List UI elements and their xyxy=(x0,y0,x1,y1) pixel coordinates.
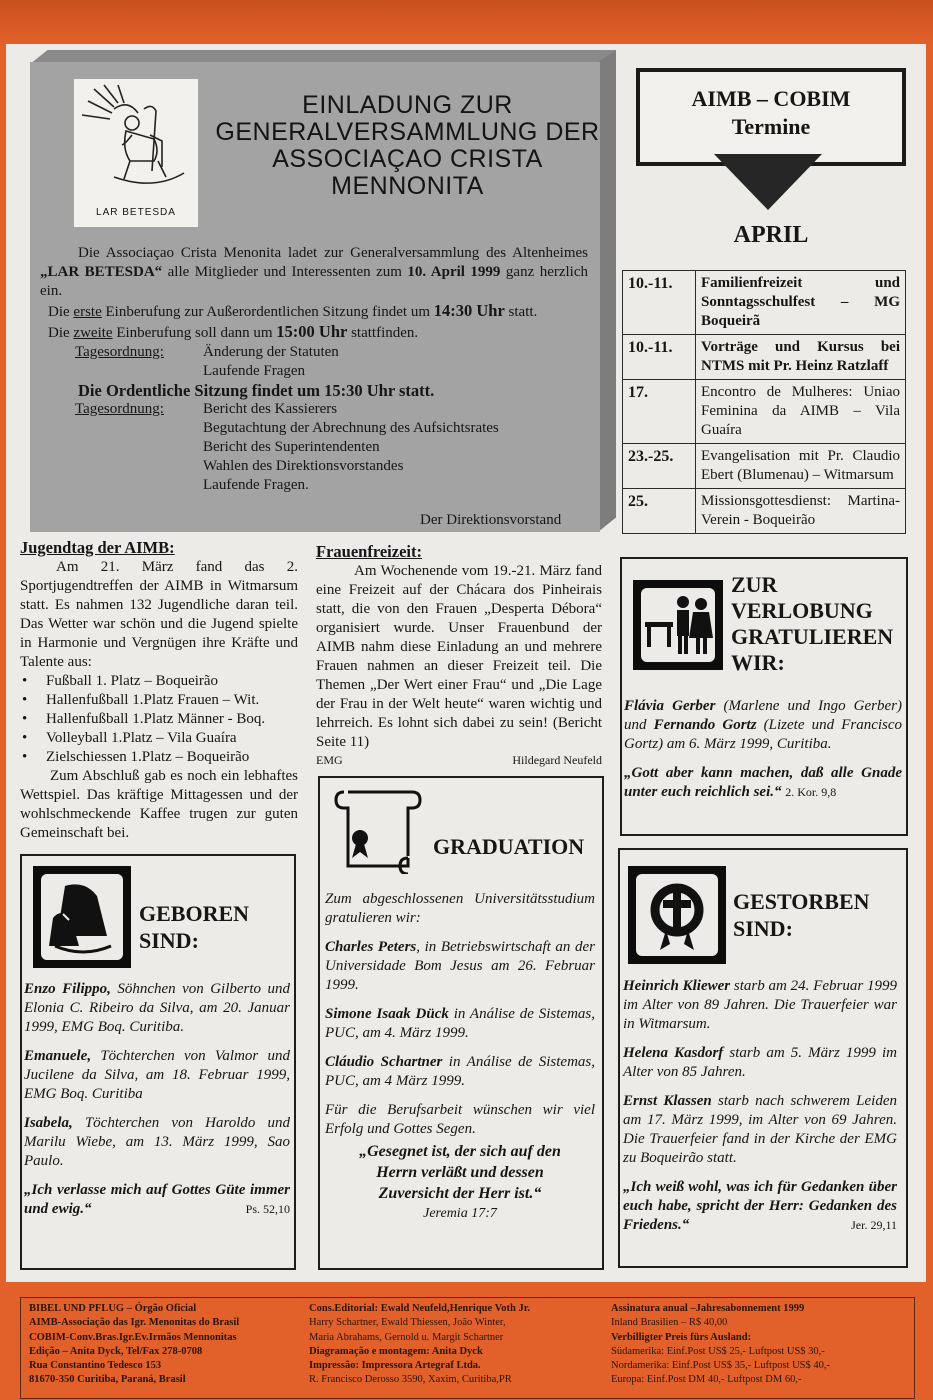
termine-title-line: AIMB – COBIM xyxy=(691,86,851,111)
death-entry xyxy=(623,1092,897,1168)
person-name: Heinrich Kliewer xyxy=(623,978,731,994)
births-text xyxy=(24,980,290,1219)
page-top-edge xyxy=(0,0,933,44)
table-row xyxy=(623,489,906,534)
wreath-cross-icon-graphic xyxy=(630,868,724,962)
births-title xyxy=(139,900,289,954)
graduation-intro: Zum abgeschlossenen Universitätsstudium gratulieren wir: xyxy=(325,891,595,926)
event-date: 25. xyxy=(623,489,696,534)
imprint-line: AIMB-Associação das Igr. Menonitas do Brasil xyxy=(29,1317,240,1329)
table-row xyxy=(623,380,906,444)
deaths-title xyxy=(733,888,901,942)
list-item: • Hallenfußball 1.Platz Frauen – Wit. xyxy=(46,691,298,710)
text: Söhnchen von Gilberto und Elonia C. Ribeiro da Silva, am 20. Januar 1999, EMG Boq. Curitiba. xyxy=(24,981,290,1035)
couple-icon xyxy=(633,580,723,670)
agenda-label: Tagesordnung: xyxy=(75,401,164,417)
article-paragraph: Am Wochenende vom 19.-21. März fand eine Freizeit auf der Chácara dos Pinheirais statt, die von den Frauen „Desperta Débora“ organisiert wurde. Unser Frauenbund der AIMB nahm diese Einladung an und mehrere Frauen nahmen an dieser Freizeit teil. Die Themen „Der Wert einer Frau“ und „Die Lage der Frau in der Welt heute“ waren wichtig und lehrreich. Es lohnt sich dabei zu sein! (Bericht Seite 11) xyxy=(316,563,602,750)
birth-entry xyxy=(24,980,290,1037)
text: in Análise de Sistemas, PUC, am 4. März 1999. xyxy=(325,1006,595,1041)
imprint-line: Rua Constantino Tedesco 153 xyxy=(29,1360,162,1372)
list-item: • Zielschiessen 1.Platz – Boqueirão xyxy=(46,748,298,767)
termine-table xyxy=(622,270,906,534)
signature-right: Hildegard Neufeld xyxy=(512,753,602,767)
imprint-line: Inland Brasilien – R$ 40,00 xyxy=(611,1317,728,1329)
frauenfreizeit-article xyxy=(316,542,602,768)
verse: „Ich verlasse mich auf Gottes Güte immer und ewig.“ xyxy=(24,1182,290,1217)
deaths-text xyxy=(623,977,897,1235)
engagement-entry xyxy=(624,697,902,754)
text: zweite xyxy=(73,325,113,341)
person-name: Enzo Filippo, xyxy=(24,981,111,997)
graduation-title: GRADUATION xyxy=(433,834,585,859)
list-item: • Fußball 1. Platz – Boqueirão xyxy=(46,672,298,691)
verse-reference: Ps. 52,10 xyxy=(245,1202,290,1216)
graduation-text xyxy=(325,890,595,1223)
invitation-paragraph-3 xyxy=(40,322,588,343)
results-list xyxy=(20,672,298,767)
table-row xyxy=(623,335,906,380)
births-verse xyxy=(24,1181,290,1219)
agenda-2 xyxy=(40,400,588,495)
agenda-items xyxy=(203,343,339,381)
death-entry xyxy=(623,977,897,1034)
article-body xyxy=(316,562,602,752)
text: starb am 24. Februar 1999 im Alter von 89 Jahren. Die Trauerfeier war in Witmarsum. xyxy=(623,978,898,1032)
event-text: Familienfreizeit und Sonntagsschulfest – MG Boqueirã xyxy=(696,271,906,335)
title-line: WIR: xyxy=(731,650,785,675)
invitation-signature: Der Direktionsvorstand xyxy=(420,512,562,528)
deaths-verse xyxy=(623,1178,897,1235)
imprint-line: Harry Schartner, Ewald Thiessen, João Winter, xyxy=(309,1317,506,1329)
imprint-line: COBIM-Conv.Bras.Igr.Ev.Irmãos Mennonitas xyxy=(29,1331,237,1343)
list-item: • Volleyball 1.Platz – Vila Guaíra xyxy=(46,729,298,748)
graduation-entry xyxy=(325,938,595,995)
imprint-line: 81670-350 Curitiba, Paraná, Brasil xyxy=(29,1374,186,1386)
birth-entry xyxy=(24,1047,290,1104)
lar-betesda-logo xyxy=(74,79,198,227)
imprint-footer xyxy=(20,1297,915,1399)
text: , in Betriebswirtschaft an der Universidade Bom Jesus am 26. Februar 1999. xyxy=(325,939,595,993)
termine-title-line: Termine xyxy=(731,114,811,139)
text: Töchterchen von Valmor und Jucilene da Silva, am 18. Februar 1999, EMG Boq. Curitiba xyxy=(24,1048,290,1102)
signature-left: EMG xyxy=(316,753,343,767)
table-row xyxy=(623,444,906,489)
imprint-line: BIBEL UND PFLUG – Órgão Oficial xyxy=(29,1303,197,1314)
person-name: Helena Kasdorf xyxy=(623,1045,724,1061)
text: Die xyxy=(48,304,74,320)
imprint-line: Diagramação e montagem: Anita Dyck xyxy=(309,1345,483,1357)
agenda-item: Laufende Fragen. xyxy=(203,477,309,493)
graduation-entry xyxy=(325,1005,595,1043)
diploma-scroll-icon xyxy=(330,782,422,874)
person-name: Cláudio Schartner xyxy=(325,1054,443,1070)
person-name: Charles Peters xyxy=(325,939,417,955)
imprint-column-subscription xyxy=(611,1302,911,1388)
event-text: Missionsgottesdienst: Martina-Verein - Boqueirão xyxy=(696,489,906,534)
cradle-icon xyxy=(33,866,131,968)
jugendtag-article xyxy=(20,538,298,843)
text: in Análise de Sistemas, PUC, am 4 März 1999. xyxy=(325,1054,596,1089)
title-line: GESTORBEN xyxy=(733,889,870,914)
agenda-1 xyxy=(40,343,588,381)
text: Töchterchen von Haroldo und Marilu Wiebe, am 13. März 1999, Sao Paulo. xyxy=(24,1115,290,1169)
birth-entry xyxy=(24,1114,290,1171)
agenda-label: Tagesordnung: xyxy=(75,344,164,360)
event-text: Encontro de Mulheres: Uniao Feminina da AIMB – Vila Guaíra xyxy=(696,380,906,444)
engagement-text xyxy=(624,697,902,802)
title-line: ZUR xyxy=(731,572,778,597)
person-name: Simone Isaak Dück xyxy=(325,1006,449,1022)
person-name: Ernst Klassen xyxy=(623,1093,712,1109)
death-entry xyxy=(623,1044,897,1082)
text: stattfinden. xyxy=(347,325,419,341)
graduation-wish: Für die Berufsarbeit wünschen wir viel Erfolg und Gottes Segen. xyxy=(325,1102,595,1137)
text: alle Mitglieder und Interessenten zum xyxy=(162,264,408,280)
text: (Marlene und Ingo Gerber) und xyxy=(624,698,902,733)
second-call-time: 15:00 Uhr xyxy=(276,322,348,341)
text: statt. xyxy=(504,304,538,320)
event-date: 10.-11. xyxy=(623,335,696,380)
graduation-entry xyxy=(325,1053,595,1091)
person-name: Emanuele, xyxy=(24,1048,92,1064)
verse-reference: Jer. 29,11 xyxy=(851,1218,897,1232)
text: erste xyxy=(73,304,102,320)
agenda-items xyxy=(203,400,499,495)
verse-reference: 2. Kor. 9,8 xyxy=(785,785,837,799)
text: starb am 5. März 1999 im Alter von 85 Jahren. xyxy=(623,1045,897,1080)
home-name: „LAR BETESDA“ xyxy=(40,264,163,280)
person-name: Isabela, xyxy=(24,1115,73,1131)
article-paragraph: Zum Abschluß gab es noch ein lebhaftes Wettspiel. Das kräftige Mittagessen und der wohlschmeckende Kaffee trugen zur guten Gemeinschaft bei. xyxy=(20,768,298,841)
imprint-line: Impressão: Impressora Artegraf Ltda. xyxy=(309,1360,481,1372)
first-call-time: 14:30 Uhr xyxy=(433,301,505,320)
imprint-line: Maria Abrahams, Gernold u. Margit Schartner xyxy=(309,1331,504,1343)
agenda-item: Laufende Fragen xyxy=(203,363,306,379)
agenda-item: Wahlen des Direktionsvorstandes xyxy=(203,458,404,474)
person-name: Flávia Gerber xyxy=(624,698,716,714)
agenda-item: Bericht des Kassierers xyxy=(203,401,338,417)
article-body xyxy=(20,558,298,843)
verse: „Gott aber kann machen, daß alle Gnade unter euch reichlich sei.“ xyxy=(624,765,902,800)
agenda-item: Bericht des Superintendenten xyxy=(203,439,380,455)
ordinary-session-notice: Die Ordentliche Sitzung findet um 15:30 Uhr statt. xyxy=(78,381,435,400)
imprint-line: Verbilligter Preis fürs Ausland: xyxy=(611,1331,752,1343)
meeting-date: 10. April 1999 xyxy=(407,264,501,280)
cradle-icon-graphic xyxy=(35,868,129,966)
termine-month: APRIL xyxy=(733,222,809,248)
text: Die xyxy=(48,325,74,341)
termine-title xyxy=(636,85,906,141)
invitation-body xyxy=(40,244,588,495)
event-text: Evangelisation mit Pr. Claudio Ebert (Blumenau) – Witmarsum xyxy=(696,444,906,489)
verse-reference: Jeremia 17:7 xyxy=(423,1206,497,1221)
imprint-line: R. Francisco Derosso 3590, Xaxim, Curitiba,PR xyxy=(309,1374,512,1386)
event-date: 10.-11. xyxy=(623,271,696,335)
list-item: • Hallenfußball 1.Platz Männer - Boq. xyxy=(46,710,298,729)
title-line: SIND: xyxy=(139,928,199,953)
title-line: SIND: xyxy=(733,916,793,941)
article-heading: Frauenfreizeit: xyxy=(316,542,422,561)
text: Einberufung soll dann um xyxy=(112,325,277,341)
engagement-verse xyxy=(624,764,902,802)
title-line: GEBOREN xyxy=(139,901,250,926)
event-date: 17. xyxy=(623,380,696,444)
text: starb nach schwerem Leiden am 17. März 1999, im Alter von 69 Jahren. Die Trauerfeier fand in der Kirche der EMG zu Boqueirão statt. xyxy=(623,1093,897,1166)
text: Die Associaçao Crista Menonita ladet zur Generalversammlung des Altenheimes xyxy=(78,245,588,261)
imprint-line: Edição – Anita Dyck, Tel/Fax 278-0708 xyxy=(29,1345,203,1357)
invitation-box-side-bevel xyxy=(598,50,616,532)
agenda-item: Begutachtung der Abrechnung des Aufsichtsrates xyxy=(203,420,499,436)
imprint-line: Südamerika: Einf.Post US$ 25,- Luftpost US$ 30,- xyxy=(611,1345,825,1357)
article-signature xyxy=(316,753,602,768)
person-name: Fernando Gortz xyxy=(653,717,757,733)
article-heading: Jugendtag der AIMB: xyxy=(20,538,175,557)
invitation-paragraph-1 xyxy=(40,244,588,301)
diploma-scroll-icon-graphic xyxy=(330,782,422,874)
article-paragraph: Am 21. März fand das 2. Sportjugendtreffen der AIMB in Witmarsum statt. Es nahmen 132 Jugendliche daran teil. Das Wetter war schön und die Jugend spielte in Harmonie und Vergnügen ihre Kräfte und Talente aus: xyxy=(20,559,298,670)
agenda-item: Änderung der Statuten xyxy=(203,344,339,360)
title-line: GRATULIEREN xyxy=(731,624,894,649)
text: (Lizete und Francisco Gortz) am 6. März 1999, Curitiba. xyxy=(624,717,903,752)
text: ganz herzlich ein. xyxy=(40,264,588,299)
title-line: VERLOBUNG xyxy=(731,598,873,623)
rocking-chair-icon xyxy=(74,79,198,209)
event-date: 23.-25. xyxy=(623,444,696,489)
invitation-paragraph-2 xyxy=(40,301,588,322)
imprint-line: Europa: Einf.Post DM 40,- Luftpost DM 60,- xyxy=(611,1374,802,1386)
verse: „Ich weiß wohl, was ich für Gedanken über euch habe, spricht der Herr: Gedanken des Friedens.“ xyxy=(623,1179,897,1233)
imprint-line: Nordamerika: Einf.Post US$ 35,- Luftpost US$ 40,- xyxy=(611,1360,831,1372)
text: Einberufung zur Außerordentlichen Sitzung findet um xyxy=(101,304,434,320)
invitation-title: EINLADUNG ZUR GENERALVERSAMMLUNG DER ASSOCIAÇAO CRISTA MENNONITA xyxy=(215,91,600,200)
imprint-line: Cons.Editorial: Ewald Neufeld,Henrique Voth Jr. xyxy=(309,1303,531,1314)
logo-label: LAR BETESDA xyxy=(96,207,176,218)
engagement-title xyxy=(731,572,901,676)
table-row xyxy=(623,271,906,335)
imprint-line: Assinatura anual –Jahresabonnement 1999 xyxy=(611,1303,805,1314)
couple-icon-graphic xyxy=(635,582,721,668)
verse: „Gesegnet ist, der sich auf den Herrn verläßt und dessen Zuversicht der Herr ist.“ xyxy=(359,1143,561,1202)
imprint-column-editorial xyxy=(309,1302,599,1388)
event-text: Vorträge und Kursus bei NTMS mit Pr. Heinz Ratzlaff xyxy=(696,335,906,380)
wreath-cross-icon xyxy=(628,866,726,964)
imprint-column-publisher xyxy=(29,1302,299,1388)
